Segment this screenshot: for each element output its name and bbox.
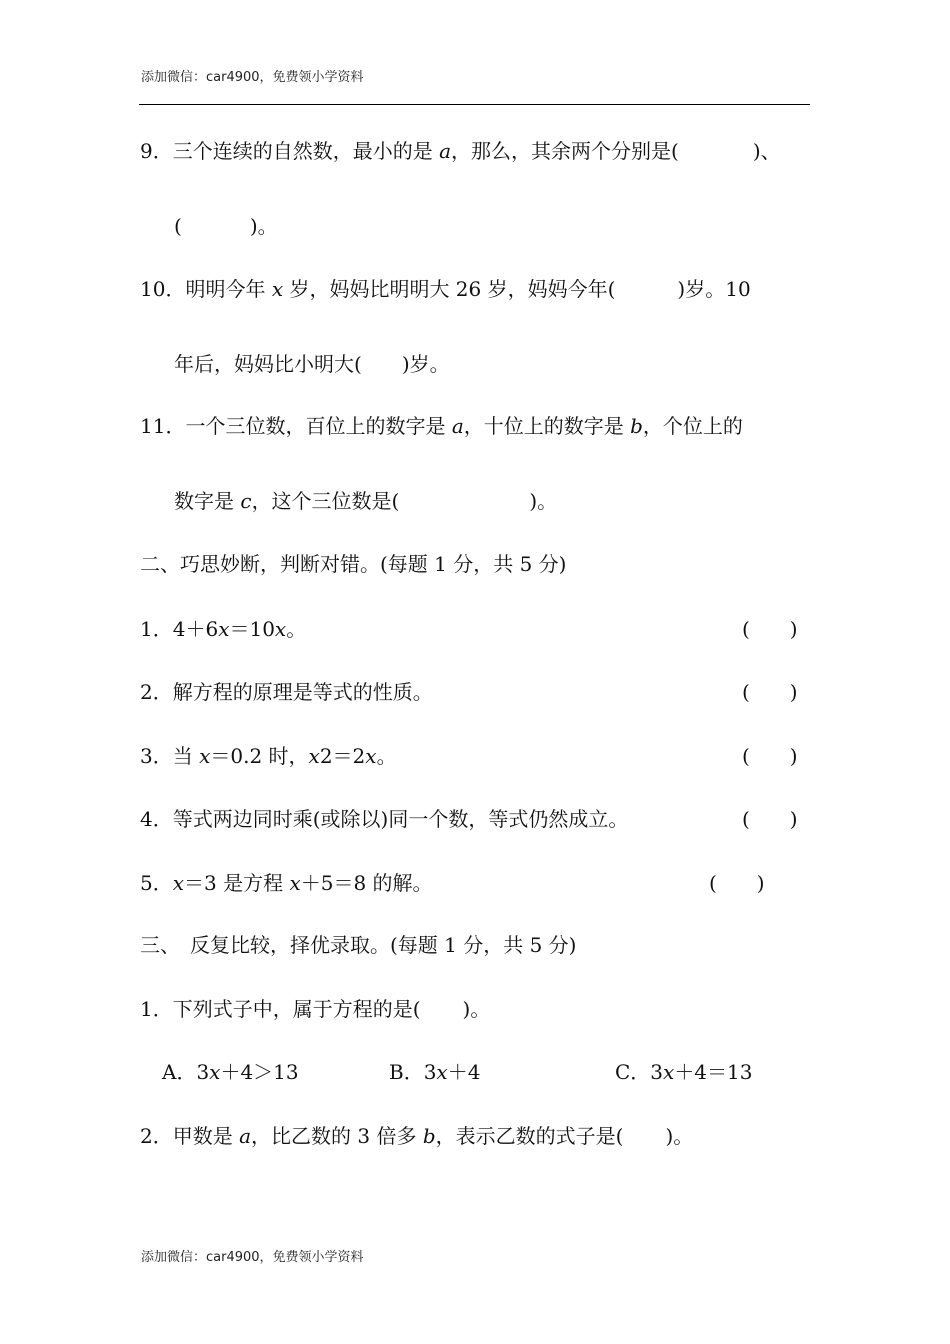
option-c[interactable]: [615, 1060, 753, 1084]
variable: x: [209, 1060, 221, 1084]
question-10-continued: [174, 352, 450, 376]
option-b[interactable]: [389, 1060, 480, 1084]
question-text: ，表示乙数的式子是(: [435, 1124, 624, 1148]
question-text: ＝3 是方程: [184, 871, 290, 895]
question-text: ，个位上的: [642, 414, 743, 438]
variable: x: [436, 1060, 448, 1084]
variable: x: [271, 277, 284, 301]
header-rule: [139, 104, 810, 105]
question-11: [140, 414, 743, 438]
variable: x: [308, 744, 320, 768]
judge-answer-bracket[interactable]: ( ): [742, 617, 798, 641]
judge-answer-bracket[interactable]: ( ): [709, 871, 765, 895]
question-text: 明明今年: [185, 277, 272, 301]
variable: b: [422, 1124, 436, 1148]
variable: x: [663, 1060, 675, 1084]
judge-answer-bracket[interactable]: ( ): [742, 807, 798, 831]
variable: x: [172, 871, 185, 895]
question-number: 2．: [140, 680, 173, 704]
question-text: (: [174, 214, 182, 238]
question-text: )、: [752, 139, 781, 163]
question-number: 5．: [140, 871, 173, 895]
judge-item-4: [140, 807, 628, 831]
question-number: 9．: [140, 139, 173, 163]
judge-item-1: [140, 617, 306, 641]
judge-item-5: [140, 871, 433, 895]
judge-answer-bracket[interactable]: ( ): [742, 744, 798, 768]
footer-note: 添加微信：car4900，免费领小学资料: [141, 1250, 364, 1265]
question-text: 。: [376, 744, 397, 768]
question-number: 4．: [140, 807, 173, 831]
option-label: A．3: [162, 1060, 210, 1084]
header-note: 添加微信：car4900，免费领小学资料: [141, 70, 364, 85]
option-text: ＋4＝13: [674, 1060, 753, 1084]
question-number: 2．: [140, 1124, 173, 1148]
variable: x: [218, 617, 230, 641]
question-text: 甲数是: [172, 1124, 240, 1148]
question-text: 一个三位数，百位上的数字是: [185, 414, 452, 438]
judge-answer-bracket[interactable]: ( ): [742, 680, 798, 704]
question-text: )岁。10: [677, 277, 751, 301]
question-text: ，那么，其余两个分别是(: [451, 139, 679, 163]
question-text: )。: [665, 1124, 694, 1148]
section-3-title: 三、 反复比较，择优录取。(每题 1 分，共 5 分): [140, 933, 577, 957]
variable: x: [289, 871, 301, 895]
variable: b: [630, 414, 643, 438]
option-label: B．3: [389, 1060, 437, 1084]
question-number: 1．: [140, 617, 173, 641]
question-text: ＝0.2 时，: [210, 744, 309, 768]
variable: a: [451, 414, 464, 438]
option-text: ＋4＞13: [220, 1060, 299, 1084]
question-text: 2＝2: [319, 744, 366, 768]
question-text: )。: [529, 489, 558, 513]
question-9-continued: [174, 214, 278, 238]
question-text: 年后，妈妈比小明大(: [174, 352, 362, 376]
question-number: 3．: [140, 744, 173, 768]
variable: a: [439, 139, 452, 163]
section-2-title: 二、巧思妙断，判断对错。(每题 1 分，共 5 分): [140, 552, 567, 576]
option-text: ＋4: [447, 1060, 481, 1084]
question-text: 当: [172, 744, 200, 768]
variable: x: [274, 617, 287, 641]
question-text: 数字是: [174, 489, 241, 513]
question-9: [140, 139, 781, 163]
variable: c: [240, 489, 252, 513]
question-11-continued: [174, 489, 557, 513]
question-text: ，比乙数的 3 倍多: [251, 1124, 423, 1148]
judge-item-3: [140, 744, 397, 768]
question-text: ＝10: [229, 617, 275, 641]
choice-question-2: [140, 1124, 693, 1148]
question-number: 1．: [140, 997, 173, 1021]
question-text: 4＋6: [172, 617, 219, 641]
question-text: ＋5＝8 的解。: [300, 871, 433, 895]
question-text: 下列式子中，属于方程的是(: [172, 997, 421, 1021]
question-text: 解方程的原理是等式的性质。: [172, 680, 433, 704]
variable: x: [199, 744, 211, 768]
variable: a: [239, 1124, 252, 1148]
choice-question-1: [140, 997, 490, 1021]
question-number: 10．: [140, 277, 186, 301]
question-number: 11．: [140, 414, 186, 438]
option-label: C．3: [615, 1060, 664, 1084]
question-text: 岁，妈妈比明明大 26 岁，妈妈今年(: [283, 277, 616, 301]
question-text: ，这个三位数是(: [251, 489, 400, 513]
question-text: 等式两边同时乘(或除以)同一个数，等式仍然成立。: [172, 807, 629, 831]
judge-item-2: [140, 680, 433, 704]
question-text: 。: [286, 617, 307, 641]
question-text: )岁。: [401, 352, 450, 376]
question-text: )。: [462, 997, 491, 1021]
question-10: [140, 277, 751, 301]
variable: x: [365, 744, 377, 768]
question-text: ，十位上的数字是: [463, 414, 631, 438]
option-a[interactable]: [162, 1060, 299, 1084]
question-text: 三个连续的自然数，最小的是: [172, 139, 440, 163]
question-text: )。: [249, 214, 278, 238]
